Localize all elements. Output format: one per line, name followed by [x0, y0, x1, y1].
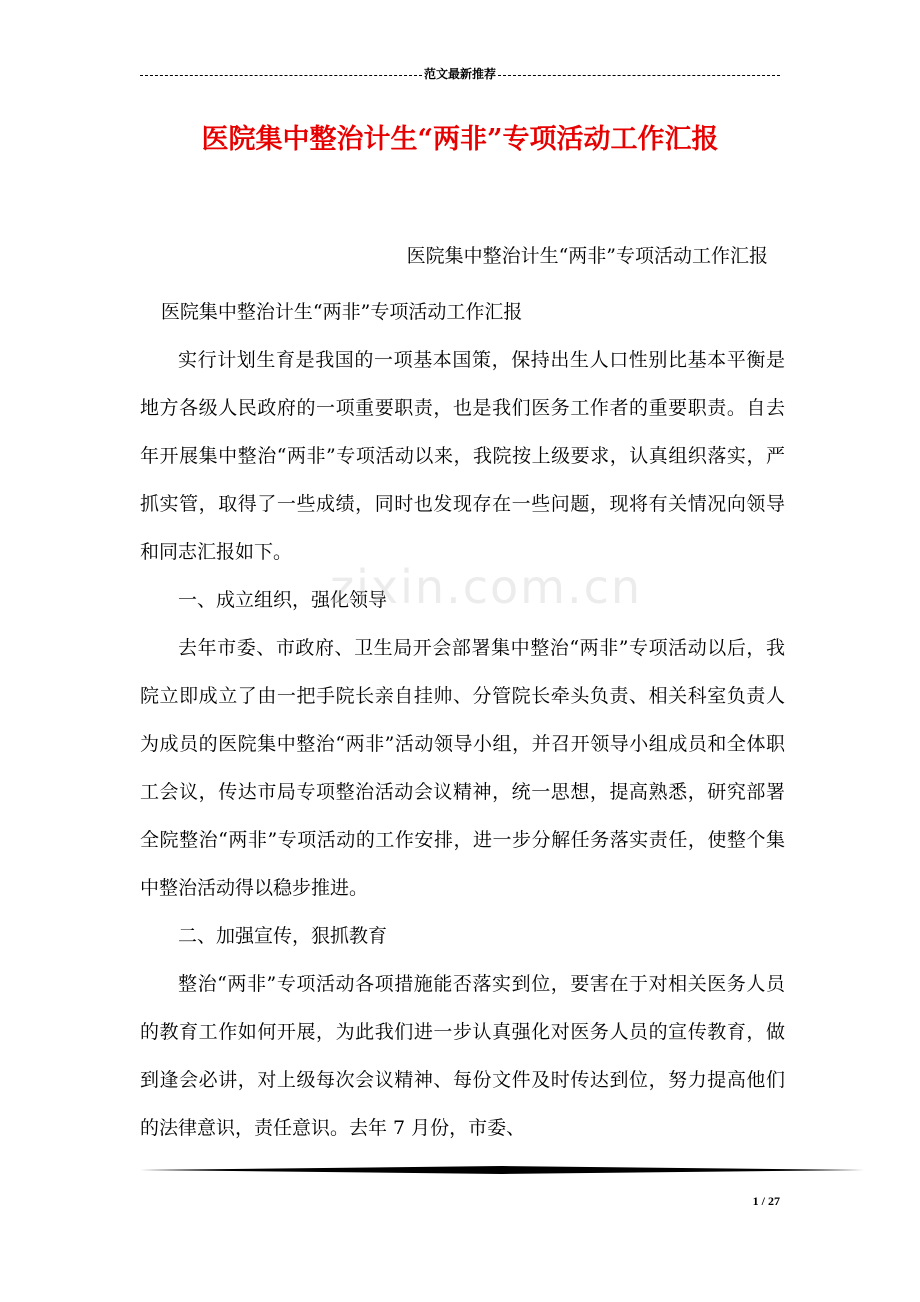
paragraph-intro: 实行计划生育是我国的一项基本国策，保持出生人口性别比基本平衡是地方各级人民政府的一项重要职责，也是我们医务工作者的重要职责。自去年开展集中整治“两非”专项活动以来，我院按上级要求，认真组织落实，严抓实管，取得了一些成绩，同时也发现存在一些问题，现将有关情况向领导和同志汇报如下。: [140, 349, 785, 563]
document-subtitle: 医院集中整治计生“两非”专项活动工作汇报: [406, 245, 768, 267]
header-dash-left: [140, 75, 422, 76]
section-heading-2: 二、加强宣传，狠抓教育: [178, 925, 388, 947]
section-heading-1: 一、成立组织，强化领导: [178, 589, 388, 611]
header-label: 范文最新推荐: [424, 67, 497, 81]
header-dash-right: [498, 75, 780, 76]
page-number: 1 / 27: [752, 1194, 780, 1208]
body-heading-repeat: 医院集中整治计生“两非”专项活动工作汇报: [160, 301, 523, 323]
watermark: zixin.com.cn: [330, 560, 643, 614]
footer-rule: [140, 1166, 864, 1174]
paragraph-section-2: 整治“两非”专项活动各项措施能否落实到位，要害在于对相关医务人员的教育工作如何开展，为此我们进一步认真强化对医务人员的宣传教育，做到逢会必讲，对上级每次会议精神、每份文件及时传达到位，努力提高他们的法律意识，责任意识。去年 7 月份，市委、: [140, 973, 785, 1139]
document-title: 医院集中整治计生“两非”专项活动工作汇报: [201, 124, 719, 155]
paragraph-section-1: 去年市委、市政府、卫生局开会部署集中整治“两非”专项活动以后，我院立即成立了由一把手院长亲自挂帅、分管院长牵头负责、相关科室负责人为成员的医院集中整治“两非”活动领导小组，并召开领导小组成员和全体职工会议，传达市局专项整治活动会议精神，统一思想，提高熟悉，研究部署全院整治“两非”专项活动的工作安排，进一步分解任务落实责任，使整个集中整治活动得以稳步推进。: [140, 637, 785, 899]
document-body: [140, 288, 785, 1152]
page-header: [140, 66, 780, 82]
